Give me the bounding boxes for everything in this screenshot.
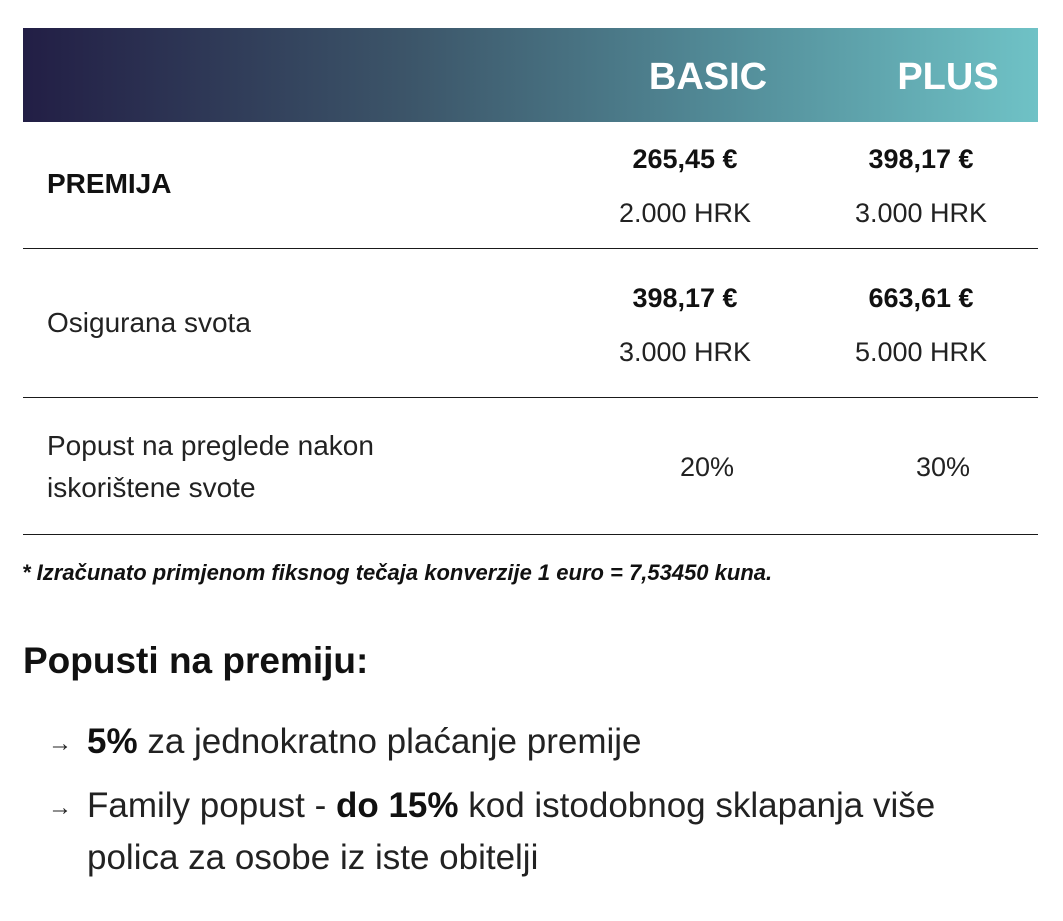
table-row-osigurana-svota [23,249,1038,398]
discount-item-2-bold: do 15% [335,786,459,825]
discount-item-1-text: za jednokratno plaćanje premije [137,722,642,761]
basic-eur: 398,17 € [632,283,738,313]
discount-item-2-text-after: kod istodobnog sklapanja više [458,786,936,825]
row-label: PREMIJA [47,168,172,199]
discount-item-2-line2: polica za osobe iz iste obitelji [87,838,539,877]
basic-hrk: 2.000 HRK [618,198,752,228]
basic-percent: 20% [679,452,735,482]
table-header [23,28,1038,122]
column-basic: BASIC [648,56,768,98]
plus-hrk: 5.000 HRK [854,337,988,367]
discount-item-1-bold: 5% [87,722,138,761]
conversion-note: * Izračunato primjenom fiksnog tečaja konverzije 1 euro = 7,53450 kuna. [22,560,773,585]
arrow-icon: → [48,730,72,757]
discount-item-2 [87,780,935,884]
plus-hrk: 3.000 HRK [854,198,988,228]
discounts-title: Popusti na premiju: [23,640,369,681]
basic-hrk: 3.000 HRK [618,337,752,367]
table-row-premija [23,122,1038,249]
discount-item-1 [87,716,642,768]
row-label-line1: Popust na preglede nakon [47,430,374,461]
row-label-line2: iskorištene svote [47,472,256,503]
plus-eur: 663,61 € [868,283,974,313]
arrow-icon: → [48,794,72,821]
plus-percent: 30% [915,452,971,482]
column-plus: PLUS [897,56,999,98]
table-row-popust [23,398,1038,535]
plus-eur: 398,17 € [868,144,974,174]
basic-eur: 265,45 € [632,144,738,174]
discount-item-2-text-before: Family popust - [87,786,336,825]
row-label: Osigurana svota [47,307,251,338]
